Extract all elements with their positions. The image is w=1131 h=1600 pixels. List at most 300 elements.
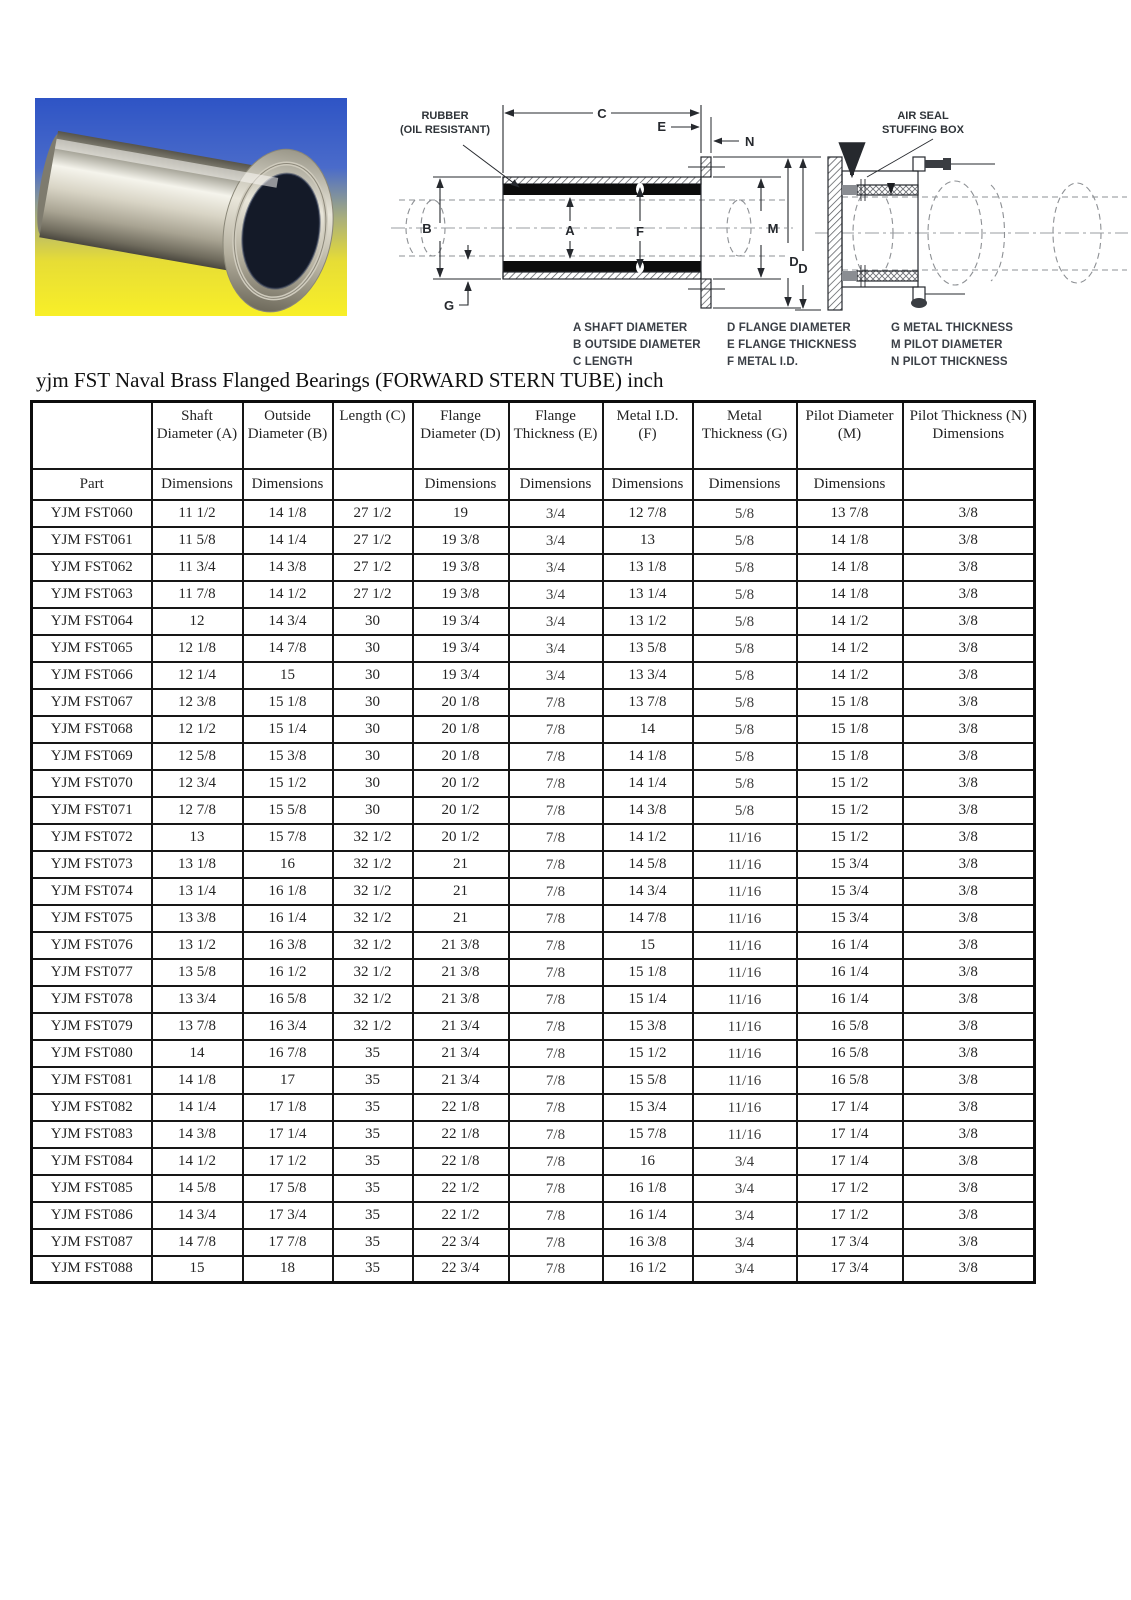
part-cell: YJM FST071 bbox=[32, 797, 152, 824]
dimension-cell: 15 7/8 bbox=[243, 824, 333, 851]
dimension-cell: 14 1/2 bbox=[797, 608, 903, 635]
dimension-cell: 14 1/8 bbox=[243, 500, 333, 527]
dimension-cell: 15 1/2 bbox=[797, 824, 903, 851]
dimension-cell: 16 3/8 bbox=[243, 932, 333, 959]
table-row bbox=[32, 1013, 1035, 1040]
dimension-cell: 14 5/8 bbox=[603, 851, 693, 878]
dimension-cell: 20 1/8 bbox=[413, 689, 509, 716]
header-cell-part-blank bbox=[32, 402, 152, 469]
legend-column-3 bbox=[891, 320, 1043, 371]
dimension-cell: 11 5/8 bbox=[152, 527, 243, 554]
dimension-cell: 14 1/2 bbox=[243, 581, 333, 608]
dimension-cell: 35 bbox=[333, 1094, 413, 1121]
dimension-cell: 3/8 bbox=[903, 1067, 1035, 1094]
dimension-cell: 15 3/8 bbox=[603, 1013, 693, 1040]
dimension-cell: 5/8 bbox=[693, 743, 797, 770]
dimension-cell: 11/16 bbox=[693, 959, 797, 986]
table-row bbox=[32, 581, 1035, 608]
dimension-cell: 14 3/8 bbox=[152, 1121, 243, 1148]
dimension-cell: 16 5/8 bbox=[797, 1067, 903, 1094]
dimension-cell: 3/4 bbox=[509, 662, 603, 689]
dimension-cell: 3/8 bbox=[903, 662, 1035, 689]
dimension-cell: 16 1/4 bbox=[603, 1202, 693, 1229]
dimension-cell: 17 1/2 bbox=[797, 1202, 903, 1229]
dimension-cell: 17 1/4 bbox=[243, 1121, 333, 1148]
dimension-cell: 3/8 bbox=[903, 1013, 1035, 1040]
dimension-cell: 16 1/8 bbox=[243, 878, 333, 905]
dimension-cell: 14 1/4 bbox=[243, 527, 333, 554]
dimension-cell: 3/8 bbox=[903, 932, 1035, 959]
table-row bbox=[32, 1094, 1035, 1121]
dimension-cell: 20 1/2 bbox=[413, 770, 509, 797]
dimension-cell: 30 bbox=[333, 716, 413, 743]
rubber-label-line1: RUBBER bbox=[421, 110, 469, 122]
dimension-cell: 15 5/8 bbox=[603, 1067, 693, 1094]
dimension-cell: 21 bbox=[413, 851, 509, 878]
dimension-cell: 19 3/4 bbox=[413, 662, 509, 689]
part-cell: YJM FST065 bbox=[32, 635, 152, 662]
dimension-cell: 21 3/4 bbox=[413, 1040, 509, 1067]
table-row bbox=[32, 878, 1035, 905]
dimension-cell: 16 1/4 bbox=[797, 959, 903, 986]
dim-label-f: F bbox=[636, 224, 644, 239]
dimension-cell: 14 1/4 bbox=[603, 770, 693, 797]
dimension-cell: 17 1/2 bbox=[797, 1175, 903, 1202]
header-cell-flange-thickness: Flange Thickness (E) bbox=[509, 402, 603, 469]
dimension-cell: 3/8 bbox=[903, 608, 1035, 635]
dimension-cell: 7/8 bbox=[509, 1256, 603, 1283]
dimension-cell: 12 1/4 bbox=[152, 662, 243, 689]
air-seal-label-line2: STUFFING BOX bbox=[882, 124, 964, 136]
part-cell: YJM FST080 bbox=[32, 1040, 152, 1067]
dimension-cell: 17 7/8 bbox=[243, 1229, 333, 1256]
part-cell: YJM FST061 bbox=[32, 527, 152, 554]
part-cell: YJM FST075 bbox=[32, 905, 152, 932]
dimension-cell: 11 1/2 bbox=[152, 500, 243, 527]
table-row bbox=[32, 1040, 1035, 1067]
dimension-cell: 20 1/2 bbox=[413, 824, 509, 851]
legend-entry: F METAL I.D. bbox=[727, 356, 799, 368]
bearing-photo-graphic bbox=[35, 98, 347, 316]
dimension-cell: 16 1/4 bbox=[797, 932, 903, 959]
subheader-cell-blank bbox=[333, 469, 413, 500]
dimension-cell: 21 bbox=[413, 878, 509, 905]
dimension-cell: 17 1/4 bbox=[797, 1148, 903, 1175]
dimension-cell: 16 3/4 bbox=[243, 1013, 333, 1040]
subheader-cell-dimensions: Dimensions bbox=[509, 469, 603, 500]
dimension-cell: 13 1/2 bbox=[603, 608, 693, 635]
dimension-cell: 20 1/8 bbox=[413, 716, 509, 743]
table-row bbox=[32, 608, 1035, 635]
dimension-cell: 16 1/8 bbox=[603, 1175, 693, 1202]
dim-label-m: M bbox=[767, 221, 779, 236]
dimension-cell: 22 3/4 bbox=[413, 1229, 509, 1256]
dim-label-c: C bbox=[597, 106, 607, 121]
table-row bbox=[32, 1175, 1035, 1202]
dimension-cell: 32 1/2 bbox=[333, 905, 413, 932]
dimension-cell: 13 3/8 bbox=[152, 905, 243, 932]
part-cell: YJM FST062 bbox=[32, 554, 152, 581]
dimension-cell: 35 bbox=[333, 1148, 413, 1175]
dimension-cell: 11/16 bbox=[693, 851, 797, 878]
dimension-cell: 3/8 bbox=[903, 1148, 1035, 1175]
dimension-cell: 11/16 bbox=[693, 1013, 797, 1040]
subheader-cell-dimensions: Dimensions bbox=[243, 469, 333, 500]
part-cell: YJM FST076 bbox=[32, 932, 152, 959]
dimension-cell: 22 1/2 bbox=[413, 1175, 509, 1202]
dimension-cell: 7/8 bbox=[509, 1229, 603, 1256]
dimension-cell: 12 3/4 bbox=[152, 770, 243, 797]
part-cell: YJM FST084 bbox=[32, 1148, 152, 1175]
legend-entry: A SHAFT DIAMETER bbox=[573, 322, 688, 334]
dimension-cell: 12 3/8 bbox=[152, 689, 243, 716]
dimension-cell: 3/4 bbox=[693, 1202, 797, 1229]
dimension-cell: 3/4 bbox=[509, 527, 603, 554]
dimension-cell: 3/8 bbox=[903, 905, 1035, 932]
dimension-cell: 7/8 bbox=[509, 797, 603, 824]
dim-label-b: B bbox=[422, 221, 432, 236]
dimension-cell: 14 5/8 bbox=[152, 1175, 243, 1202]
header-cell-length: Length (C) bbox=[333, 402, 413, 469]
dimension-cell: 14 3/8 bbox=[603, 797, 693, 824]
dimension-cell: 20 1/8 bbox=[413, 743, 509, 770]
dimension-cell: 17 bbox=[243, 1067, 333, 1094]
subheader-cell-dimensions: Dimensions bbox=[603, 469, 693, 500]
dimension-cell: 14 7/8 bbox=[243, 635, 333, 662]
dim-label-d: D bbox=[798, 261, 808, 276]
dimension-cell: 35 bbox=[333, 1067, 413, 1094]
part-cell: YJM FST078 bbox=[32, 986, 152, 1013]
rubber-leader-line bbox=[463, 145, 519, 187]
dimension-cell: 12 bbox=[152, 608, 243, 635]
dimension-cell: 3/8 bbox=[903, 1202, 1035, 1229]
dimension-cell: 11 7/8 bbox=[152, 581, 243, 608]
dimension-cell: 7/8 bbox=[509, 932, 603, 959]
dimension-cell: 3/8 bbox=[903, 716, 1035, 743]
dimension-cell: 16 5/8 bbox=[243, 986, 333, 1013]
page-title: yjm FST Naval Brass Flanged Bearings (FORWARD STERN TUBE) inch bbox=[36, 368, 664, 392]
dim-label-a: A bbox=[565, 223, 575, 238]
dimension-cell: 14 1/4 bbox=[152, 1094, 243, 1121]
dimension-legend bbox=[573, 320, 1043, 371]
dimension-cell: 35 bbox=[333, 1040, 413, 1067]
dimension-cell: 13 1/8 bbox=[603, 554, 693, 581]
dimension-cell: 12 5/8 bbox=[152, 743, 243, 770]
part-cell: YJM FST069 bbox=[32, 743, 152, 770]
dimension-cell: 32 1/2 bbox=[333, 851, 413, 878]
air-seal-diagram bbox=[795, 93, 1131, 321]
dimension-cell: 5/8 bbox=[693, 527, 797, 554]
dimension-cell: 7/8 bbox=[509, 1148, 603, 1175]
dimension-cell: 27 1/2 bbox=[333, 500, 413, 527]
dimension-cell: 7/8 bbox=[509, 878, 603, 905]
legend-column-1 bbox=[573, 320, 713, 371]
subheader-cell-blank bbox=[903, 469, 1035, 500]
dimension-cell: 17 3/4 bbox=[797, 1256, 903, 1283]
dimension-cell: 13 7/8 bbox=[603, 689, 693, 716]
dimension-cell: 16 bbox=[243, 851, 333, 878]
legend-entry: D FLANGE DIAMETER bbox=[727, 322, 851, 334]
dimension-cell: 5/8 bbox=[693, 662, 797, 689]
table-row bbox=[32, 797, 1035, 824]
header-cell-metal-thickness: Metal Thickness (G) bbox=[693, 402, 797, 469]
dimension-cell: 15 5/8 bbox=[243, 797, 333, 824]
dimension-cell: 14 1/2 bbox=[797, 635, 903, 662]
dimension-cell: 15 3/8 bbox=[243, 743, 333, 770]
dimension-cell: 7/8 bbox=[509, 1121, 603, 1148]
dimension-cell: 3/4 bbox=[509, 554, 603, 581]
dimension-cell: 17 1/4 bbox=[797, 1121, 903, 1148]
dimension-cell: 15 bbox=[243, 662, 333, 689]
dimension-cell: 13 1/4 bbox=[152, 878, 243, 905]
dimension-cell: 3/4 bbox=[509, 581, 603, 608]
dimension-cell: 22 1/8 bbox=[413, 1094, 509, 1121]
table-row bbox=[32, 1202, 1035, 1229]
dimension-cell: 20 1/2 bbox=[413, 797, 509, 824]
dimension-cell: 19 3/4 bbox=[413, 635, 509, 662]
dimension-cell: 12 7/8 bbox=[152, 797, 243, 824]
dimension-cell: 35 bbox=[333, 1202, 413, 1229]
dimension-cell: 17 1/4 bbox=[797, 1094, 903, 1121]
dimension-cell: 3/4 bbox=[693, 1256, 797, 1283]
dimension-cell: 30 bbox=[333, 797, 413, 824]
dimension-cell: 16 bbox=[603, 1148, 693, 1175]
dim-g-lines bbox=[459, 245, 468, 305]
table-row bbox=[32, 554, 1035, 581]
table-row bbox=[32, 743, 1035, 770]
dimension-cell: 13 3/4 bbox=[152, 986, 243, 1013]
part-cell: YJM FST074 bbox=[32, 878, 152, 905]
dimension-cell: 15 3/4 bbox=[797, 878, 903, 905]
dimension-cell: 7/8 bbox=[509, 1040, 603, 1067]
subheader-cell-dimensions: Dimensions bbox=[152, 469, 243, 500]
table-row bbox=[32, 1256, 1035, 1283]
dimension-cell: 3/8 bbox=[903, 878, 1035, 905]
dimension-cell: 16 1/2 bbox=[243, 959, 333, 986]
dimension-cell: 27 1/2 bbox=[333, 581, 413, 608]
subheader-cell-dimensions: Dimensions bbox=[693, 469, 797, 500]
dimension-cell: 7/8 bbox=[509, 851, 603, 878]
dimension-cell: 15 1/2 bbox=[797, 770, 903, 797]
dimension-cell: 18 bbox=[243, 1256, 333, 1283]
dimension-cell: 14 3/4 bbox=[603, 878, 693, 905]
dim-label-n: N bbox=[745, 134, 755, 149]
dimension-cell: 15 3/4 bbox=[797, 905, 903, 932]
table-row bbox=[32, 986, 1035, 1013]
dimension-cell: 12 7/8 bbox=[603, 500, 693, 527]
dimension-cell: 14 3/4 bbox=[152, 1202, 243, 1229]
table-row bbox=[32, 1148, 1035, 1175]
dimension-cell: 11/16 bbox=[693, 986, 797, 1013]
legend-entry: G METAL THICKNESS bbox=[891, 322, 1014, 334]
dimension-cell: 13 7/8 bbox=[797, 500, 903, 527]
table-header-row-2 bbox=[32, 469, 1035, 500]
dimension-cell: 16 5/8 bbox=[797, 1013, 903, 1040]
dimension-cell: 3/8 bbox=[903, 824, 1035, 851]
dim-label-d: D bbox=[789, 254, 799, 269]
table-body bbox=[32, 500, 1035, 1283]
dim-label-g: G bbox=[443, 298, 455, 313]
rubber-label-line2: (OIL RESISTANT) bbox=[399, 124, 491, 136]
dimension-cell: 13 5/8 bbox=[152, 959, 243, 986]
dimension-cell: 5/8 bbox=[693, 689, 797, 716]
table-row bbox=[32, 1229, 1035, 1256]
dimension-cell: 14 1/8 bbox=[797, 527, 903, 554]
dimension-cell: 15 bbox=[152, 1256, 243, 1283]
dimension-cell: 15 1/2 bbox=[797, 797, 903, 824]
dimension-cell: 15 1/8 bbox=[797, 743, 903, 770]
dimension-cell: 3/8 bbox=[903, 689, 1035, 716]
dimension-cell: 22 1/8 bbox=[413, 1148, 509, 1175]
dimension-cell: 32 1/2 bbox=[333, 824, 413, 851]
dimension-cell: 14 1/8 bbox=[152, 1067, 243, 1094]
dimension-cell: 21 3/4 bbox=[413, 1067, 509, 1094]
header-cell-outside-diameter: Outside Diameter (B) bbox=[243, 402, 333, 469]
subheader-cell-dimensions: Dimensions bbox=[797, 469, 903, 500]
dimension-cell: 15 bbox=[603, 932, 693, 959]
part-cell: YJM FST082 bbox=[32, 1094, 152, 1121]
dimension-cell: 30 bbox=[333, 608, 413, 635]
legend-entry: B OUTSIDE DIAMETER bbox=[573, 339, 701, 351]
dimension-cell: 30 bbox=[333, 743, 413, 770]
table-row bbox=[32, 851, 1035, 878]
dimension-cell: 11/16 bbox=[693, 824, 797, 851]
table-row bbox=[32, 635, 1035, 662]
legend-entry: E FLANGE THICKNESS bbox=[727, 339, 857, 351]
dimension-cell: 15 1/4 bbox=[603, 986, 693, 1013]
dimension-cell: 7/8 bbox=[509, 905, 603, 932]
dimension-cell: 13 1/2 bbox=[152, 932, 243, 959]
dimension-cell: 15 3/4 bbox=[603, 1094, 693, 1121]
dimension-cell: 15 1/8 bbox=[797, 689, 903, 716]
dimension-cell: 3/8 bbox=[903, 797, 1035, 824]
dimension-cell: 19 3/8 bbox=[413, 581, 509, 608]
dimension-cell: 3/8 bbox=[903, 554, 1035, 581]
dim-d-lines bbox=[713, 157, 801, 308]
dimension-cell: 32 1/2 bbox=[333, 878, 413, 905]
dimension-cell: 13 7/8 bbox=[152, 1013, 243, 1040]
part-cell: YJM FST077 bbox=[32, 959, 152, 986]
dimension-cell: 21 3/8 bbox=[413, 932, 509, 959]
dimension-cell: 22 1/8 bbox=[413, 1121, 509, 1148]
dimension-cell: 13 1/8 bbox=[152, 851, 243, 878]
table-row bbox=[32, 959, 1035, 986]
dimension-cell: 7/8 bbox=[509, 959, 603, 986]
dimension-cell: 17 3/4 bbox=[243, 1202, 333, 1229]
dimension-cell: 14 1/2 bbox=[152, 1148, 243, 1175]
dimension-cell: 16 1/4 bbox=[243, 905, 333, 932]
dimension-cell: 5/8 bbox=[693, 500, 797, 527]
header-cell-flange-diameter: Flange Diameter (D) bbox=[413, 402, 509, 469]
header-cell-pilot-thickness: Pilot Thickness (N) Dimensions bbox=[903, 402, 1035, 469]
dimension-cell: 11/16 bbox=[693, 1094, 797, 1121]
part-cell: YJM FST063 bbox=[32, 581, 152, 608]
table-row bbox=[32, 662, 1035, 689]
dimension-cell: 30 bbox=[333, 662, 413, 689]
dimension-cell: 7/8 bbox=[509, 770, 603, 797]
dimension-cell: 7/8 bbox=[509, 986, 603, 1013]
dimension-cell: 3/8 bbox=[903, 527, 1035, 554]
dimension-cell: 19 3/8 bbox=[413, 527, 509, 554]
dimension-cell: 3/4 bbox=[693, 1148, 797, 1175]
dimension-cell: 11/16 bbox=[693, 1121, 797, 1148]
part-cell: YJM FST085 bbox=[32, 1175, 152, 1202]
part-cell: YJM FST079 bbox=[32, 1013, 152, 1040]
dimension-cell: 17 1/8 bbox=[243, 1094, 333, 1121]
legend-column-2 bbox=[727, 320, 877, 371]
dimension-cell: 11/16 bbox=[693, 1040, 797, 1067]
table-row bbox=[32, 1067, 1035, 1094]
dimension-cell: 15 1/4 bbox=[243, 716, 333, 743]
table-header-row-1 bbox=[32, 402, 1035, 469]
dimension-cell: 35 bbox=[333, 1121, 413, 1148]
dimension-cell: 5/8 bbox=[693, 608, 797, 635]
legend-entry: M PILOT DIAMETER bbox=[891, 339, 1003, 351]
dimension-cell: 7/8 bbox=[509, 716, 603, 743]
dimension-cell: 16 7/8 bbox=[243, 1040, 333, 1067]
dimension-cell: 27 1/2 bbox=[333, 554, 413, 581]
part-cell: YJM FST088 bbox=[32, 1256, 152, 1283]
part-cell: YJM FST087 bbox=[32, 1229, 152, 1256]
table-row bbox=[32, 689, 1035, 716]
air-seal-label-line1: AIR SEAL bbox=[897, 110, 949, 122]
dimension-cell: 15 1/2 bbox=[603, 1040, 693, 1067]
legend-entry: C LENGTH bbox=[573, 356, 633, 368]
legend-entry: N PILOT THICKNESS bbox=[891, 356, 1008, 368]
dimension-cell: 21 3/4 bbox=[413, 1013, 509, 1040]
dimension-cell: 3/8 bbox=[903, 635, 1035, 662]
dimension-cell: 14 1/8 bbox=[603, 743, 693, 770]
header-cell-pilot-diameter: Pilot Diameter (M) bbox=[797, 402, 903, 469]
dimension-cell: 3/4 bbox=[693, 1229, 797, 1256]
part-cell: YJM FST073 bbox=[32, 851, 152, 878]
dim-label-e: E bbox=[657, 119, 666, 134]
dimension-cell: 11/16 bbox=[693, 905, 797, 932]
dimension-cell: 3/4 bbox=[509, 635, 603, 662]
dimension-cell: 14 7/8 bbox=[152, 1229, 243, 1256]
dimension-cell: 3/8 bbox=[903, 770, 1035, 797]
dimension-cell: 3/8 bbox=[903, 986, 1035, 1013]
dimension-cell: 19 3/4 bbox=[413, 608, 509, 635]
dimension-cell: 14 3/8 bbox=[243, 554, 333, 581]
dimension-cell: 14 3/4 bbox=[243, 608, 333, 635]
part-cell: YJM FST086 bbox=[32, 1202, 152, 1229]
dimension-cell: 17 5/8 bbox=[243, 1175, 333, 1202]
dimension-cell: 11/16 bbox=[693, 1067, 797, 1094]
dimension-cell: 22 1/2 bbox=[413, 1202, 509, 1229]
table-row bbox=[32, 932, 1035, 959]
dimension-cell: 14 bbox=[603, 716, 693, 743]
dimension-cell: 35 bbox=[333, 1175, 413, 1202]
dimension-cell: 3/8 bbox=[903, 851, 1035, 878]
dimension-cell: 30 bbox=[333, 689, 413, 716]
dimension-cell: 15 1/8 bbox=[243, 689, 333, 716]
dimension-cell: 35 bbox=[333, 1229, 413, 1256]
dimension-cell: 15 1/2 bbox=[243, 770, 333, 797]
dimension-cell: 7/8 bbox=[509, 1202, 603, 1229]
dimension-cell: 30 bbox=[333, 770, 413, 797]
header-cell-metal-id: Metal I.D. (F) bbox=[603, 402, 693, 469]
dimension-cell: 11/16 bbox=[693, 932, 797, 959]
dimension-cell: 3/4 bbox=[693, 1175, 797, 1202]
part-cell: YJM FST067 bbox=[32, 689, 152, 716]
dimension-cell: 5/8 bbox=[693, 770, 797, 797]
dimension-cell: 21 3/8 bbox=[413, 959, 509, 986]
dimension-cell: 12 1/2 bbox=[152, 716, 243, 743]
dimension-cell: 19 3/8 bbox=[413, 554, 509, 581]
dimension-cell: 21 3/8 bbox=[413, 986, 509, 1013]
dimension-cell: 3/8 bbox=[903, 1094, 1035, 1121]
